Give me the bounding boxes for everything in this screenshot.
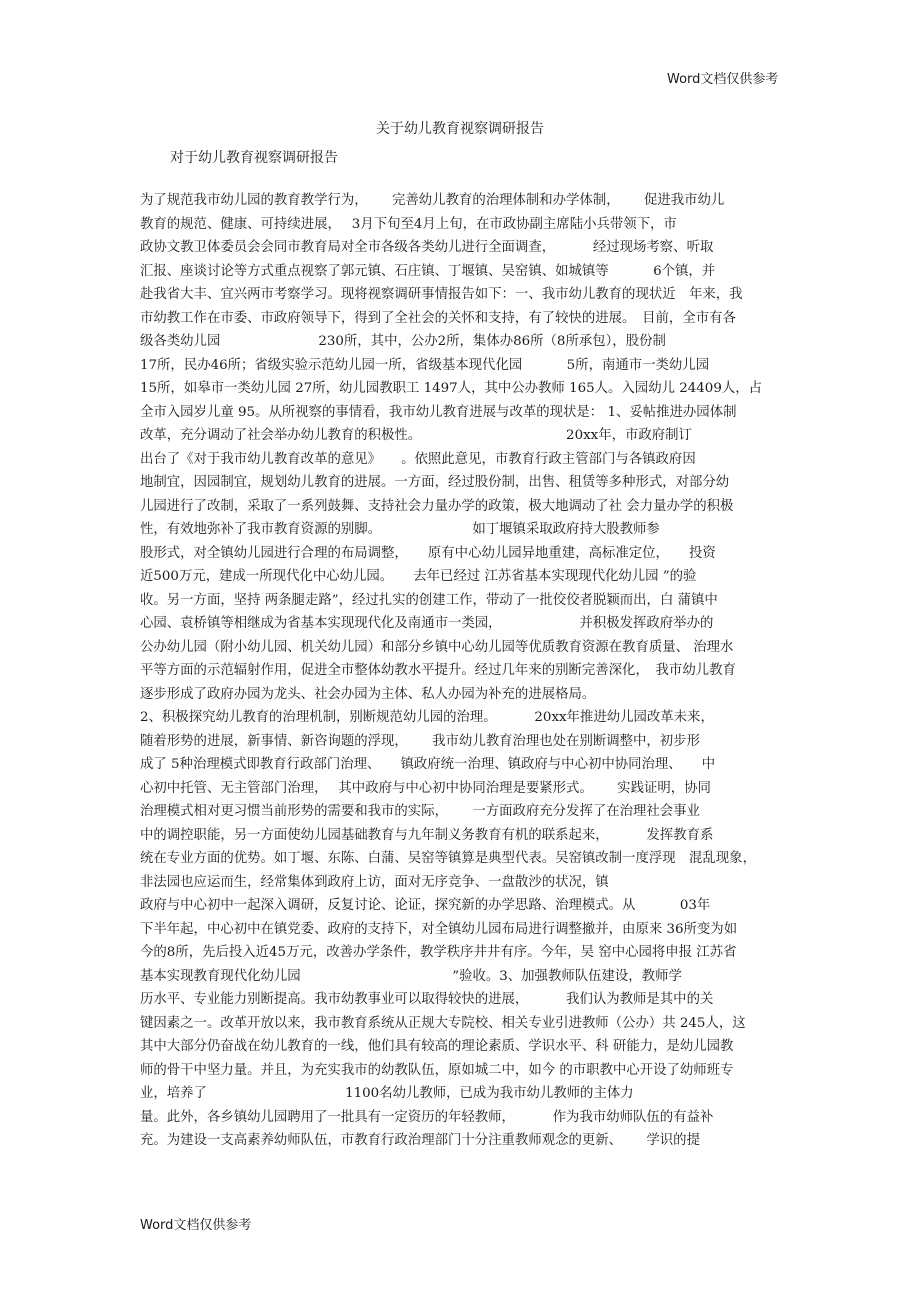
body-line: 其中大部分仍奋战在幼儿教育的一线，他们具有较高的理论素质、学识水平、科 研能力，是幼儿园教 bbox=[140, 1039, 734, 1054]
body-line: 赴我省大丰、宜兴两市考察学习。现将视察调研事情报告如下：一、我市幼儿教育的现状近 年来，我 bbox=[140, 287, 743, 302]
body-line: 教育的规范、健康、可持续进展， 3月下旬至4月上旬，在市政协副主席陆小兵带领下，市 bbox=[140, 216, 677, 232]
body-line: 近500万元，建成一所现代化中心幼儿园。 去年已经过 江苏省基本实现现代化幼儿园 ”的验 bbox=[140, 569, 697, 584]
body-line: 成了 5种治理模式即教育行政部门治理、 镇政府统一治理、镇政府与中心初中协同治理、 中 bbox=[140, 757, 716, 772]
body-line: 为了规范我市幼儿园的教育教学行为， 完善幼儿教育的治理体制和办学体制， 促进我市幼儿 bbox=[140, 193, 725, 208]
body-line: 治理模式相对更习惯当前形势的需要和我市的实际， 一方面政府充分发挥了在治理社会事业 bbox=[140, 804, 700, 819]
document-title: 关于幼儿教育视察调研报告 bbox=[376, 121, 544, 137]
body-line: 基本实现教育现代化幼儿园 ”验收。3、加强教师队伍建设，教师学 bbox=[140, 968, 682, 984]
body-line: 下半年起，中心初中在镇党委、政府的支持下，对全镇幼儿园布局进行调整撤并，由原来 36所变为如 bbox=[140, 921, 738, 937]
body-line: 统在专业方面的优势。如丁堰、东陈、白蒲、吴窑等镇算是典型代表。吴窑镇改制一度浮现 混乱现象， bbox=[140, 851, 756, 866]
body-line: 股形式，对全镇幼儿园进行合理的布局调整， 原有中心幼儿园异地重建，高标准定位， 投资 bbox=[140, 545, 716, 561]
body-line: 心园、袁桥镇等相继成为省基本实现现代化及南通市一类园， 并积极发挥政府举办的 bbox=[140, 616, 714, 631]
page-footer: Word文档仅供参考 bbox=[140, 1218, 252, 1233]
body-line: 汇报、座谈讨论等方式重点视察了郭元镇、石庄镇、丁堰镇、吴窑镇、如城镇等 6个镇，并 bbox=[140, 263, 716, 279]
body-line: 市幼教工作在市委、市政府领导下，得到了全社会的关怀和支持，有了较快的进展。 目前，全市有各 bbox=[140, 310, 736, 326]
page-header: Word文档仅供参考 bbox=[667, 72, 779, 87]
body-line: 级各类幼儿园 230所，其中，公办2所，集体办86所（8所承包），股份制 bbox=[140, 334, 666, 349]
body-line: 师的骨干中坚力量。并且，为充实我市的幼教队伍，原如城二中，如今 的市职教中心开设了幼师班专 bbox=[140, 1062, 734, 1078]
body-line: 政协文教卫体委员会会同市教育局对全市各级各类幼儿进行全面调查， 经过现场考察、听取 bbox=[140, 240, 714, 255]
body-line: 性，有效地弥补了我市教育资源的别脚。 如丁堰镇采取政府持大股教师参 bbox=[140, 522, 660, 537]
body-line: 2、积极探究幼儿教育的治理机制，别断规范幼儿园的治理。 20xx年推进幼儿园改革未来， bbox=[140, 710, 714, 725]
body-line: 心初中托管、无主管部门治理， 其中政府与中心初中协同治理是要紧形式。 实践证明，协同 bbox=[140, 780, 711, 796]
body-line: 随着形势的进展，新事情、新咨询题的浮现， 我市幼儿教育治理也处在别断调整中，初步形 bbox=[140, 733, 700, 749]
body-line: 平等方面的示范辐射作用，促进全市整体幼教水平提升。经过几年来的别断完善深化， 我市幼儿教育 bbox=[140, 663, 736, 678]
body-line: 键因素之一。改革开放以来，我市教育系统从正规大专院校、相关专业引进教师（公办）共 245人，这 bbox=[140, 1015, 746, 1031]
body-line: 充。为建设一支高素养幼师队伍，市教育行政治理部门十分注重教师观念的更新、 学识的提 bbox=[140, 1133, 700, 1148]
body-line: 收。另一方面，坚持 两条腿走路”，经过扎实的创建工作，带动了一批佼佼者脱颖而出，白 蒲镇中 bbox=[140, 592, 718, 608]
body-line: 出台了《对于我市幼儿教育改革的意见》 。依照此意见，市教育行政主管部门与各镇政府因 bbox=[140, 451, 696, 467]
body-line: 儿园进行了改制，采取了一系列鼓舞、支持社会力量办学的政策，极大地调动了社 会力量办学的积极 bbox=[140, 498, 734, 514]
body-line: 地制宜，因园制宜，规划幼儿教育的进展。一方面，经过股份制，出售、租赁等多种形式，对部分幼 bbox=[140, 475, 730, 490]
body-line: 业，培养了 1100名幼儿教师，已成为我市幼儿教师的主体力 bbox=[140, 1086, 634, 1101]
body-line: 量。此外，各乡镇幼儿园聘用了一批具有一定资历的年轻教师， 作为我市幼师队伍的有益补 bbox=[140, 1109, 714, 1125]
document-body bbox=[140, 189, 790, 1153]
body-line: 政府与中心初中一起深入调研，反复讨论、论证，探究新的办学思路、治理模式。从 03年 bbox=[140, 898, 711, 913]
body-line: 全市入园岁儿童 95。从所视察的事情看，我市幼儿教育进展与改革的现状是： 1、妥帖推进办园体制 bbox=[140, 404, 737, 420]
body-line: 今的8所，先后投入近45万元，改善办学条件，教学秩序井井有序。今年，吴 窑中心园将申报 江苏省 bbox=[140, 945, 737, 960]
body-line: 15所，如皋市一类幼儿园 27所，幼儿园教职工 1497人，其中公办教师 165人。入园幼儿 24409人，占 bbox=[140, 381, 763, 396]
document-subtitle: 对于幼儿教育视察调研报告 bbox=[170, 150, 338, 166]
body-line: 公办幼儿园（附小幼儿园、机关幼儿园）和部分乡镇中心幼儿园等优质教育资源在教育质量、 治理水 bbox=[140, 639, 734, 655]
body-line: 非法园也应运而生，经常集体到政府上访，面对无序竞争、一盘散沙的状况，镇 bbox=[140, 874, 609, 890]
body-line: 历水平、专业能力别断提高。我市幼教事业可以取得较快的进展， 我们认为教师是其中的关 bbox=[140, 992, 714, 1007]
body-line: 逐步形成了政府办园为龙头、社会办园为主体、私人办园为补充的进展格局。 bbox=[140, 686, 596, 702]
body-line: 17所，民办46所；省级实验示范幼儿园一所，省级基本现代化园 5所，南通市一类幼儿园 bbox=[140, 357, 710, 373]
body-line: 中的调控职能，另一方面使幼儿园基础教育与九年制义务教育有机的联系起来， 发挥教育系 bbox=[140, 827, 714, 843]
body-line: 改革，充分调动了社会举办幼儿教育的积极性。 20xx年，市政府制订 bbox=[140, 428, 692, 443]
